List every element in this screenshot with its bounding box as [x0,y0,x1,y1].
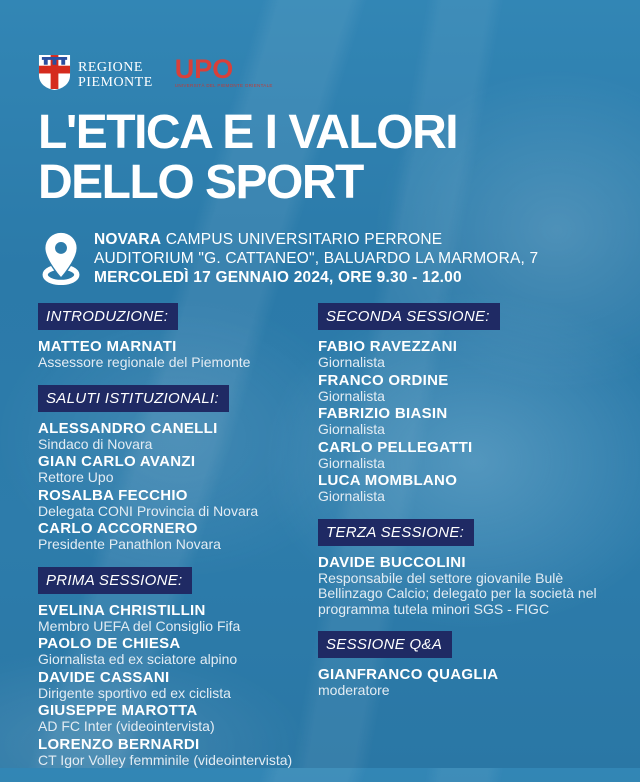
person-name: FABRIZIO BIASIN [318,405,448,422]
logo-row [38,54,614,100]
location-lines [94,230,538,287]
person-role: CT Igor Volley femminile (videointervista) [38,751,293,768]
list-item [38,602,318,635]
list-item [318,666,614,699]
list-item [318,338,614,371]
person-role: Giornalista [318,454,385,471]
list-item [38,702,318,735]
list-item [38,520,318,553]
upo-logo [175,56,273,89]
section-saluti-istituzionali [38,385,318,553]
regione-line1: REGIONE [78,60,143,75]
upo-acronym: UPO [174,54,234,84]
person-role: Giornalista ed ex sciatore alpino [38,651,238,667]
list-item [318,405,614,438]
person-name: FRANCO ORDINE [318,371,449,389]
person-name: LUCA MOMBLANO [318,472,458,489]
location-pin-icon [38,231,84,290]
person-name: MATTEO MARNATI [38,338,177,355]
regione-piemonte-logo [38,54,153,96]
list-item [38,736,318,769]
section-badge: PRIMA SESSIONE: [38,567,192,594]
person-role: Rettore Upo [38,469,114,485]
list-item [38,338,318,371]
section-seconda-sessione [318,303,614,505]
section-badge: SECONDA SESSIONE: [318,303,500,330]
list-item [38,453,318,486]
person-name: CARLO ACCORNERO [38,520,198,537]
section-badge: SESSIONE Q&A [318,631,452,658]
list-item [38,635,318,668]
regione-piemonte-label [78,60,153,90]
list-item [318,554,614,618]
person-name: GIANFRANCO QUAGLIA [318,666,499,683]
person-name: DAVIDE CASSANI [38,668,170,686]
program-columns [38,303,614,782]
location-venue-line [94,230,538,249]
person-role: Dirigente sportivo ed ex ciclista [38,684,231,701]
person-role: AD FC Inter (videointervista) [38,718,215,734]
section-terza-sessione [318,519,614,618]
person-name: LORENZO BERNARDI [38,735,200,753]
piemonte-shield-icon [38,54,71,96]
title-line1: L'ETICA E I VALORI [38,106,458,159]
person-name: ROSALBA FECCHIO [38,486,188,504]
person-name: GIAN CARLO AVANZI [38,453,196,470]
section-sessione-qa [318,631,614,699]
person-role: Giornalista [318,488,385,504]
person-name: DAVIDE BUCCOLINI [318,553,466,571]
title-line2: DELLO SPORT [38,156,363,209]
list-item [38,669,318,702]
location-venue: CAMPUS UNIVERSITARIO PERRONE [161,231,443,248]
person-role: Giornalista [318,354,385,370]
person-role: Presidente Panathlon Novara [38,536,221,552]
person-role: Giornalista [318,387,385,404]
list-item [318,472,614,505]
program-column-left [38,303,318,782]
list-item [318,372,614,405]
list-item [318,439,614,472]
section-badge: SALUTI ISTITUZIONALI: [38,385,229,412]
person-role: Membro UEFA del Consiglio Fifa [38,617,241,634]
upo-subtitle: UNIVERSITÀ DEL PIEMONTE ORIENTALE [174,83,273,88]
person-name: ALESSANDRO CANELLI [38,419,218,437]
location-block [38,230,614,290]
person-name: CARLO PELLEGATTI [318,438,473,456]
person-name: GIUSEPPE MAROTTA [38,702,198,719]
section-introduzione [38,303,318,371]
location-address: AUDITORIUM "G. CATTANEO", BALUARDO LA MARMORA, 7 [94,250,539,267]
regione-line2: PIEMONTE [78,75,153,90]
person-name: FABIO RAVEZZANI [318,338,458,355]
section-badge: TERZA SESSIONE: [318,519,474,546]
person-name: PAOLO DE CHIESA [38,635,181,652]
program-column-right [318,303,614,782]
list-item [38,487,318,520]
person-role: Delegata CONI Provincia di Novara [38,502,259,519]
person-role: Giornalista [318,421,385,437]
list-item [38,420,318,453]
person-role: Responsabile del settore giovanile Bulè Bellinzago Calcio; delegato per la società nel programma tutela minori SGS - FIGC [318,569,597,617]
person-role: Assessore regionale del Piemonte [38,354,251,370]
location-datetime: MERCOLEDÌ 17 GENNAIO 2024, ORE 9.30 - 12.00 [94,269,462,286]
person-role: moderatore [318,682,390,698]
section-badge: INTRODUZIONE: [38,303,178,330]
page-title [38,108,614,208]
location-city: NOVARA [94,231,162,248]
person-role: Sindaco di Novara [38,435,153,452]
section-prima-sessione [38,567,318,769]
person-name: EVELINA CHRISTILLIN [38,601,206,619]
